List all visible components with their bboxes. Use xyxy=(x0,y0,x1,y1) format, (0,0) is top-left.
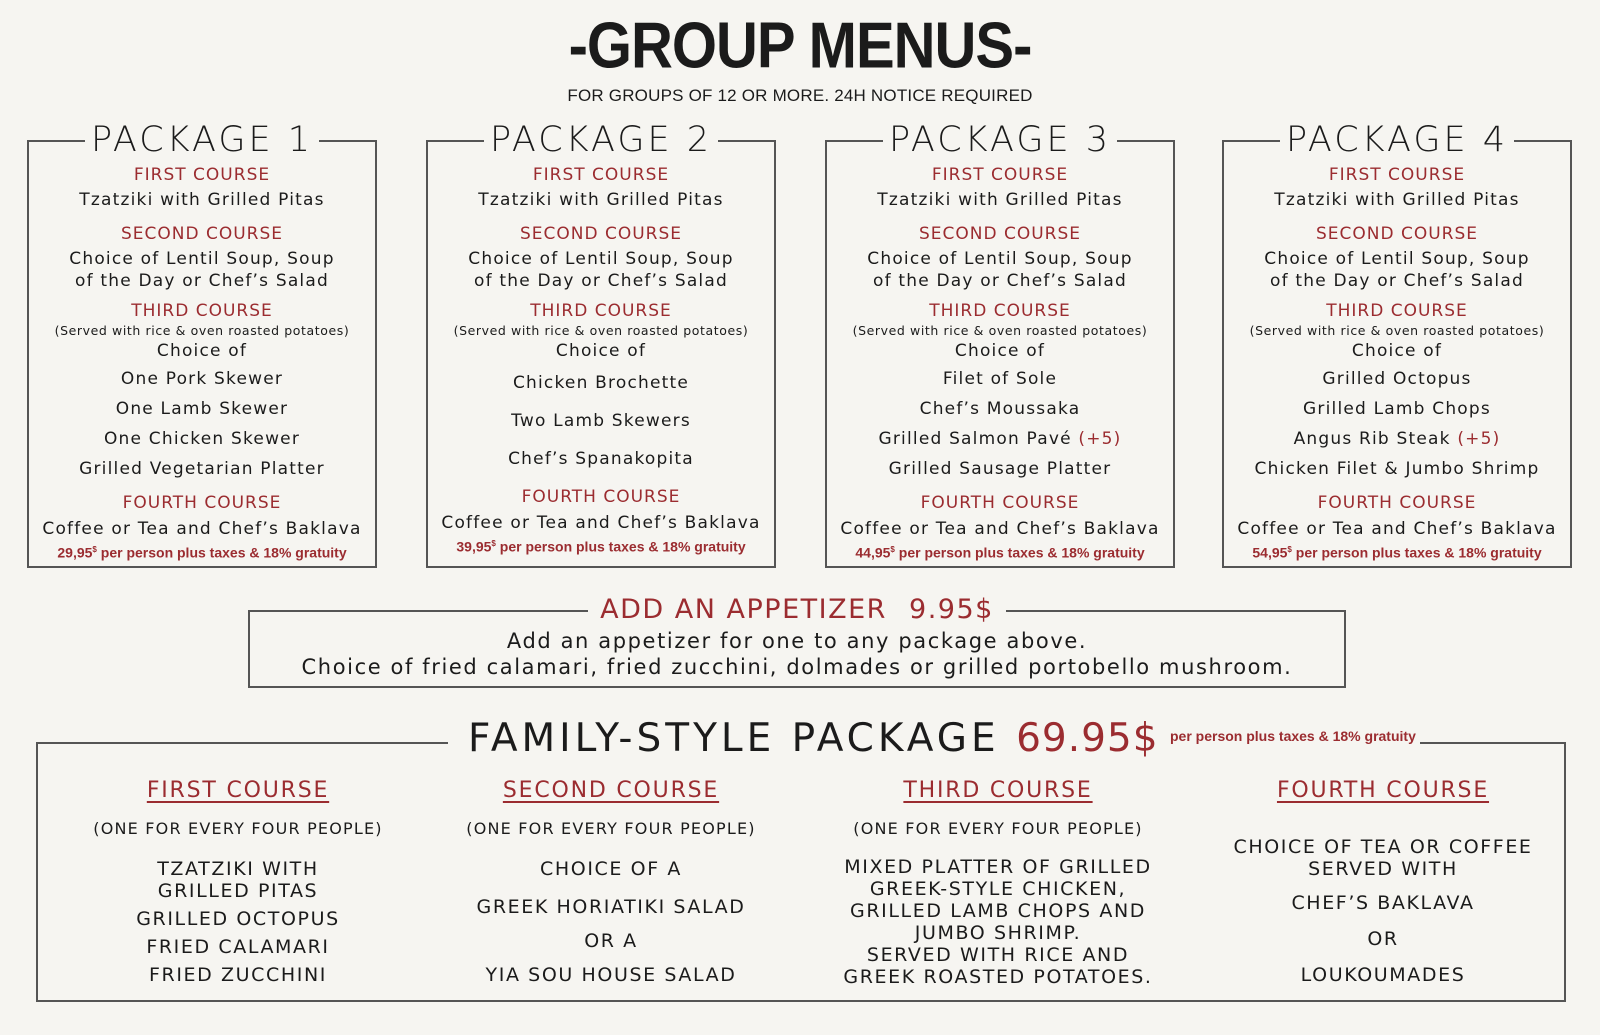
second-course-heading: SECOND COURSE xyxy=(918,224,1082,244)
choice-of-label: Choice of xyxy=(555,341,647,361)
package-price: 44,95$ per person plus taxes & 18% gratuity xyxy=(855,544,1145,561)
family-course-item: MIXED PLATTER OF GRILLED xyxy=(844,856,1152,878)
package-title: PACKAGE 1 xyxy=(85,120,319,160)
family-package-title: FAMILY-STYLE PACKAGE 69.95$ xyxy=(448,714,1171,764)
family-package-price: 69.95$ xyxy=(1016,716,1159,761)
family-course-item: GREEK-STYLE CHICKEN, xyxy=(869,878,1127,900)
package-title: PACKAGE 4 xyxy=(1280,120,1514,160)
package-title: PACKAGE 2 xyxy=(484,120,718,160)
family-course-item: FRIED CALAMARI xyxy=(146,936,330,958)
second-course-heading: SECOND COURSE xyxy=(519,224,683,244)
third-course-heading: THIRD COURSE xyxy=(1326,301,1468,321)
family-course-item: OR xyxy=(1367,928,1399,950)
first-course-heading: FIRST COURSE xyxy=(931,165,1069,185)
appetizer-description: Add an appetizer for one to any package above. xyxy=(506,629,1088,653)
appetizer-description: Choice of fried calamari, fried zucchini, dolmades or grilled portobello mushroom. xyxy=(301,655,1293,679)
package-3-box xyxy=(825,120,1175,568)
second-course-line: of the Day or Chef’s Salad xyxy=(474,271,728,291)
family-package-box xyxy=(36,716,1566,1002)
main-choice: Filet of Sole xyxy=(942,369,1058,389)
family-course-item: OR A xyxy=(584,930,638,952)
main-choice: Two Lamb Skewers xyxy=(511,411,691,431)
package-1-box xyxy=(27,120,377,568)
package-2-box xyxy=(426,120,776,568)
main-choice: Grilled Sausage Platter xyxy=(888,459,1112,479)
package-price: 29,95$ per person plus taxes & 18% gratuity xyxy=(57,544,347,561)
package-price: 54,95$ per person plus taxes & 18% gratuity xyxy=(1252,544,1542,561)
main-choice: Chef’s Spanakopita xyxy=(508,449,694,469)
family-course-column xyxy=(818,776,1178,988)
main-choice: One Chicken Skewer xyxy=(103,429,301,449)
family-course-column xyxy=(1203,776,1563,986)
main-choice: Angus Rib Steak (+5) xyxy=(1293,429,1501,449)
family-course-item: GREEK HORIATIKI SALAD xyxy=(476,896,746,918)
appetizer-box xyxy=(248,594,1346,688)
family-course-item: YIA SOU HOUSE SALAD xyxy=(485,964,737,986)
package-price: 39,95$ per person plus taxes & 18% gratuity xyxy=(456,538,746,555)
fourth-course-item: Coffee or Tea and Chef’s Baklava xyxy=(1237,519,1557,539)
family-course-portion: (ONE FOR EVERY FOUR PEOPLE) xyxy=(853,819,1143,838)
main-choice: Grilled Lamb Chops xyxy=(1303,399,1491,419)
family-course-item: CHOICE OF TEA OR COFFEE xyxy=(1233,836,1533,858)
main-choice: Grilled Vegetarian Platter xyxy=(79,459,325,479)
family-course-item: FRIED ZUCCHINI xyxy=(149,964,327,986)
main-choice: One Pork Skewer xyxy=(120,369,284,389)
second-course-line: Choice of Lentil Soup, Soup xyxy=(867,249,1133,269)
family-course-item: GRILLED PITAS xyxy=(157,880,319,902)
family-course-column xyxy=(58,776,418,986)
first-course-item: Tzatziki with Grilled Pitas xyxy=(1274,190,1520,210)
second-course-line: Choice of Lentil Soup, Soup xyxy=(69,249,335,269)
fourth-course-heading: FOURTH COURSE xyxy=(122,493,282,513)
page-title: -GROUP MENUS- xyxy=(568,9,1032,82)
surcharge-label: (+5) xyxy=(1078,429,1122,449)
second-course-line: Choice of Lentil Soup, Soup xyxy=(1264,249,1530,269)
fourth-course-heading: FOURTH COURSE xyxy=(920,493,1080,513)
fourth-course-heading: FOURTH COURSE xyxy=(1317,493,1477,513)
first-course-item: Tzatziki with Grilled Pitas xyxy=(478,190,724,210)
family-course-heading: SECOND COURSE xyxy=(502,778,720,803)
family-course-item: TZATZIKI WITH xyxy=(157,858,319,880)
family-course-item: GRILLED OCTOPUS xyxy=(136,908,340,930)
first-course-heading: FIRST COURSE xyxy=(532,165,670,185)
family-course-item: SERVED WITH xyxy=(1308,858,1458,880)
second-course-heading: SECOND COURSE xyxy=(120,224,284,244)
family-course-item: GREEK ROASTED POTATOES. xyxy=(843,966,1153,988)
main-choice: One Lamb Skewer xyxy=(115,399,289,419)
main-choice: Chicken Brochette xyxy=(512,373,690,393)
family-course-item: LOUKOUMADES xyxy=(1300,964,1466,986)
second-course-line: of the Day or Chef’s Salad xyxy=(873,271,1127,291)
family-course-portion: (ONE FOR EVERY FOUR PEOPLE) xyxy=(466,819,756,838)
fourth-course-heading: FOURTH COURSE xyxy=(521,487,681,507)
appetizer-price: 9.95$ xyxy=(903,594,1000,625)
family-course-item: GRILLED LAMB CHOPS AND xyxy=(850,900,1146,922)
fourth-course-item: Coffee or Tea and Chef’s Baklava xyxy=(42,519,362,539)
second-course-line: Choice of Lentil Soup, Soup xyxy=(468,249,734,269)
first-course-item: Tzatziki with Grilled Pitas xyxy=(877,190,1123,210)
second-course-line: of the Day or Chef’s Salad xyxy=(75,271,329,291)
package-title: PACKAGE 3 xyxy=(883,120,1117,160)
first-course-heading: FIRST COURSE xyxy=(1328,165,1466,185)
family-course-item: CHEF’S BAKLAVA xyxy=(1291,892,1475,914)
third-course-note: (Served with rice & oven roasted potatoes) xyxy=(453,323,749,338)
choice-of-label: Choice of xyxy=(1351,341,1443,361)
third-course-heading: THIRD COURSE xyxy=(131,301,273,321)
main-choice: Grilled Octopus xyxy=(1322,369,1472,389)
page-subtitle: FOR GROUPS OF 12 OR MORE. 24H NOTICE REQUIRED xyxy=(567,86,1033,105)
fourth-course-item: Coffee or Tea and Chef’s Baklava xyxy=(840,519,1160,539)
second-course-heading: SECOND COURSE xyxy=(1315,224,1479,244)
first-course-heading: FIRST COURSE xyxy=(133,165,271,185)
second-course-line: of the Day or Chef’s Salad xyxy=(1270,271,1524,291)
third-course-note: (Served with rice & oven roasted potatoes) xyxy=(1249,323,1545,338)
third-course-heading: THIRD COURSE xyxy=(929,301,1071,321)
third-course-note: (Served with rice & oven roasted potatoes) xyxy=(852,323,1148,338)
choice-of-label: Choice of xyxy=(156,341,248,361)
family-course-column xyxy=(431,776,791,986)
family-course-heading: THIRD COURSE xyxy=(903,778,1093,803)
third-course-heading: THIRD COURSE xyxy=(530,301,672,321)
third-course-note: (Served with rice & oven roasted potatoes) xyxy=(54,323,350,338)
package-4-box xyxy=(1222,120,1572,568)
main-choice: Grilled Salmon Pavé (+5) xyxy=(878,429,1122,449)
appetizer-title: ADD AN APPETIZER 9.95$ xyxy=(588,594,1006,625)
choice-of-label: Choice of xyxy=(954,341,1046,361)
family-course-heading: FOURTH COURSE xyxy=(1276,778,1490,803)
main-choice: Chef’s Moussaka xyxy=(919,399,1081,419)
family-course-item: CHOICE OF A xyxy=(540,858,682,880)
main-choice: Chicken Filet & Jumbo Shrimp xyxy=(1254,459,1540,479)
family-course-item: JUMBO SHRIMP. xyxy=(914,922,1082,944)
surcharge-label: (+5) xyxy=(1457,429,1501,449)
first-course-item: Tzatziki with Grilled Pitas xyxy=(79,190,325,210)
family-package-note: per person plus taxes & 18% gratuity xyxy=(1166,728,1420,744)
family-course-portion: (ONE FOR EVERY FOUR PEOPLE) xyxy=(93,819,383,838)
family-course-heading: FIRST COURSE xyxy=(146,778,330,803)
fourth-course-item: Coffee or Tea and Chef’s Baklava xyxy=(441,513,761,533)
family-course-item: SERVED WITH RICE AND xyxy=(866,944,1130,966)
